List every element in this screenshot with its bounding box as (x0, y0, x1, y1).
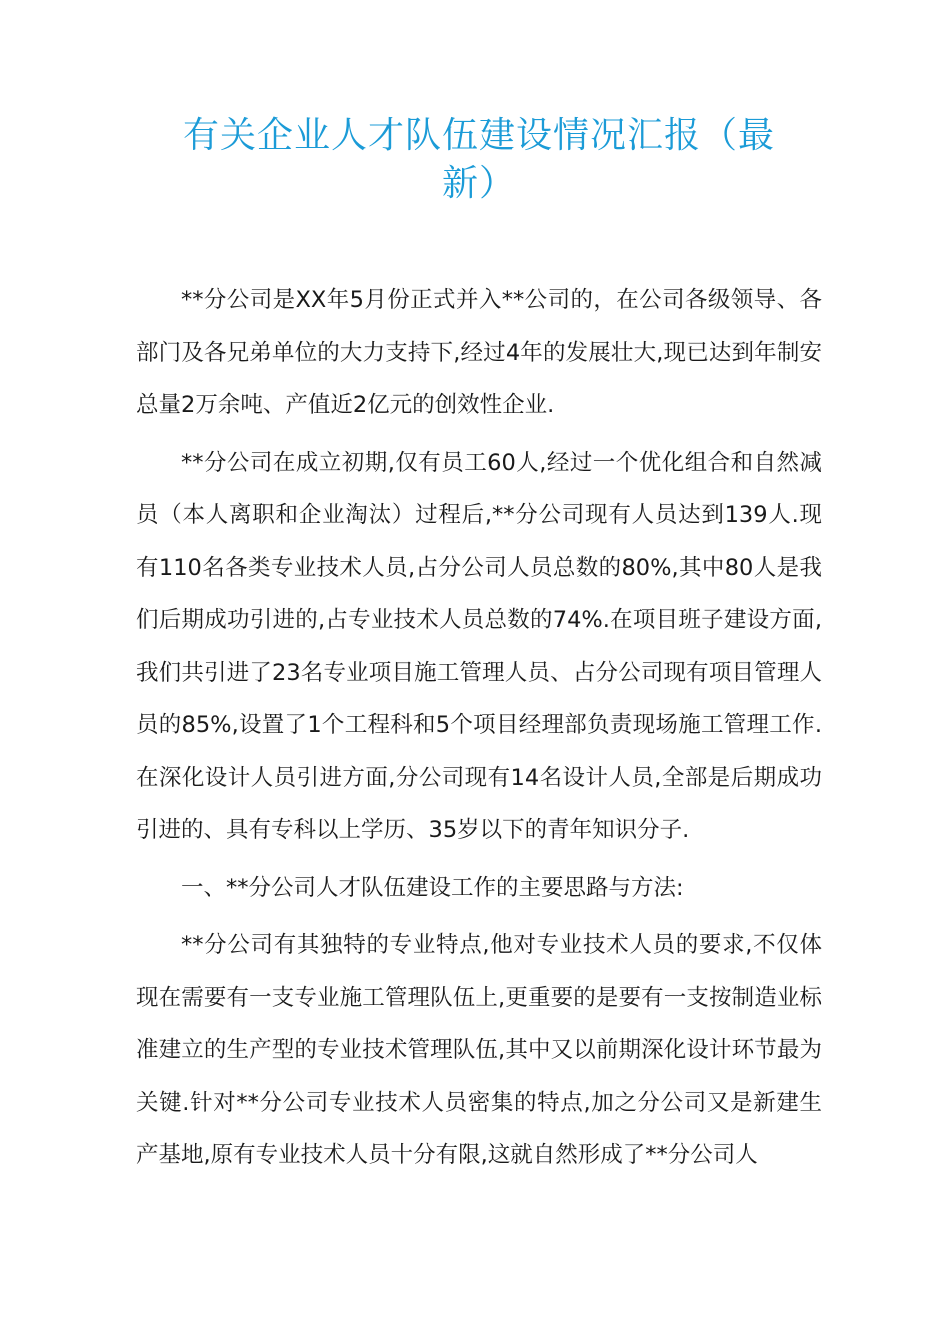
paragraph-1: **分公司是XX年5月份正式并入**公司的，在公司各级领导、各部门及各兄弟单位的大力支持下,经过4年的发展壮大,现已达到年制安总量2万余吨、产值近2亿元的创效性企业. (136, 287, 822, 418)
section-heading-1: 一、**分公司人才队伍建设工作的主要思路与方法: (181, 874, 684, 901)
paragraph-2: **分公司在成立初期,仅有员工60人,经过一个优化组合和自然减员（本人离职和企业淘汰）过程后,**分公司现有人员达到139人.现有110名各类专业技术人员,占分公司人员总数的80%,其中80人是我们后期成功引进的,占专业技术人员总数的74%.在项目班子建设方面,我们共引进了23名专业项目施工管理人员、占分公司现有项目管理人员的85%,设置了1个工程科和5个项目经理部负责现场施工管理工作.在深化设计人员引进方面,分公司现有14名设计人员,全部是后期成功引进的、具有专科以上学历、35岁以下的青年知识分子. (136, 449, 822, 843)
document-body (136, 274, 822, 1182)
paragraph-3: **分公司有其独特的专业特点,他对专业技术人员的要求,不仅体现在需要有一支专业施工管理队伍上,更重要的是要有一支按制造业标准建立的生产型的专业技术管理队伍,其中又以前期深化设计环节最为关键.针对**分公司专业技术人员密集的特点,加之分公司又是新建生产基地,原有专业技术人员十分有限,这就自然形成了**分公司人 (136, 932, 822, 1168)
document-title: 有关企业人才队伍建设情况汇报（最新） (182, 115, 775, 204)
